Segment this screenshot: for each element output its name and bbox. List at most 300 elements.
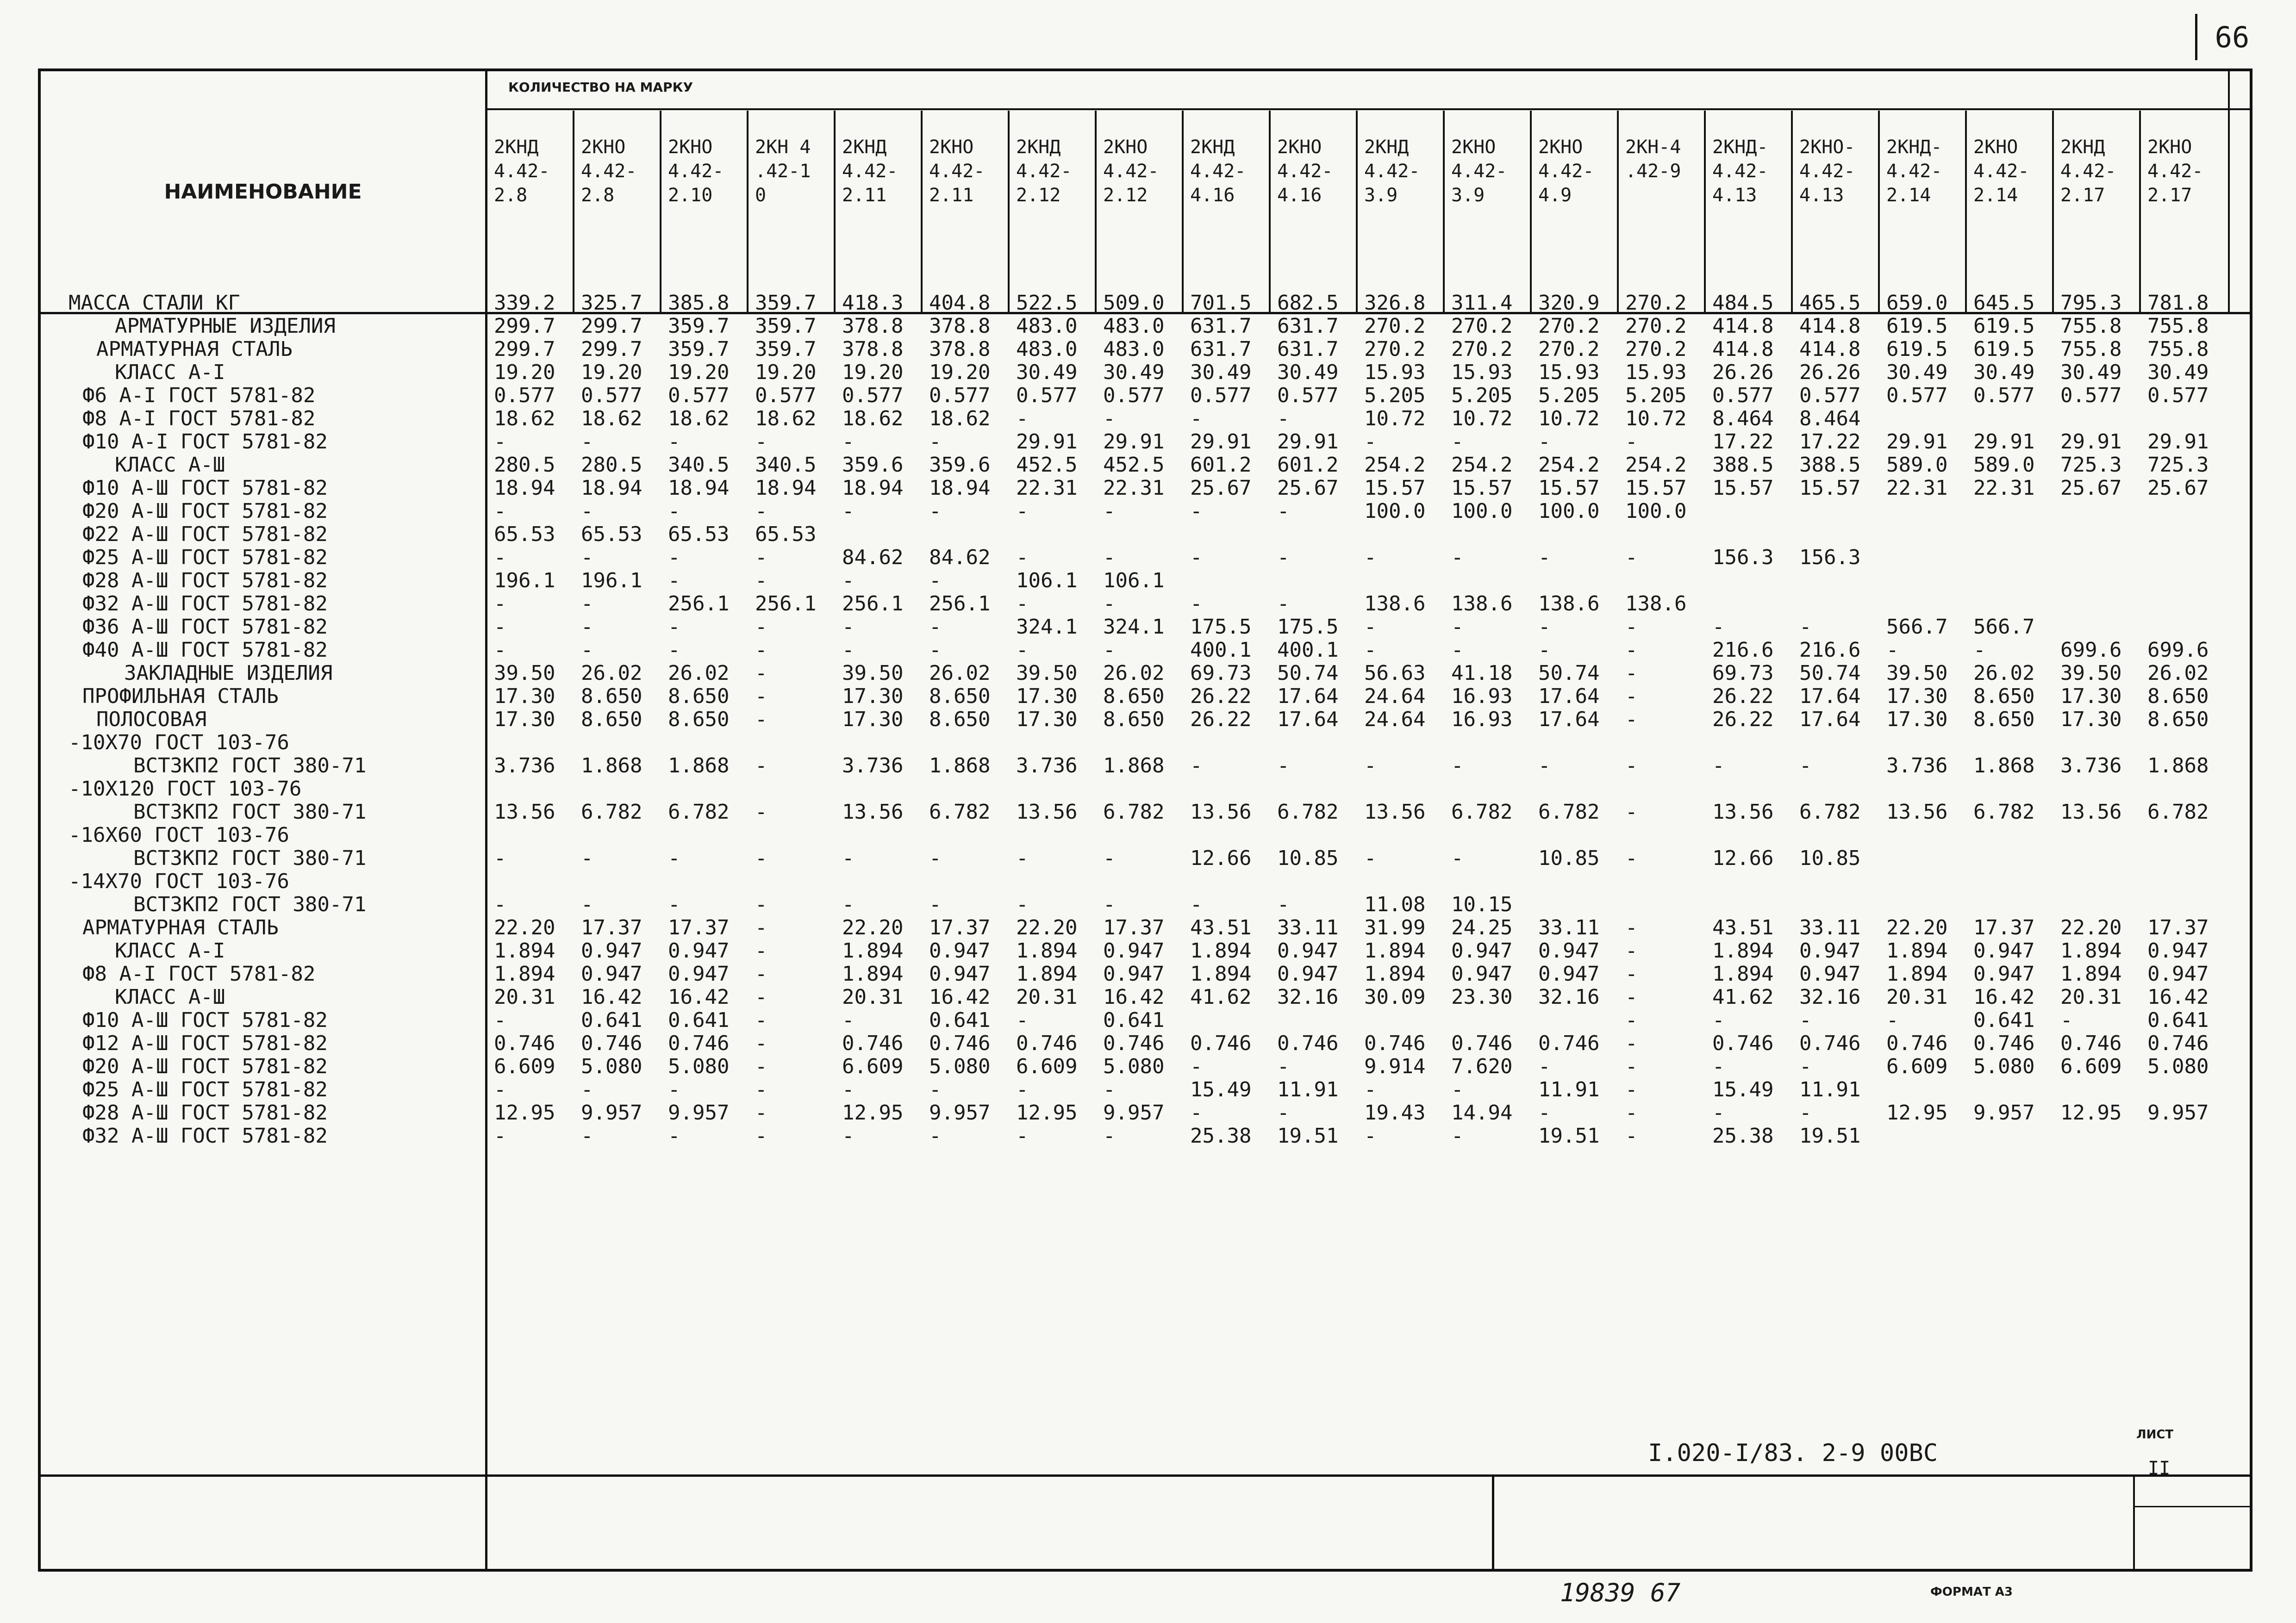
row-label: ПОЛОСОВАЯ bbox=[96, 708, 207, 731]
table-cell: - bbox=[1451, 430, 1464, 454]
table-cell: 22.20 bbox=[2060, 916, 2122, 939]
table-cell: 14.94 bbox=[1451, 1101, 1513, 1125]
table-cell: 15.93 bbox=[1451, 361, 1513, 384]
table-cell: 1.894 bbox=[494, 962, 555, 986]
table-cell: 29.91 bbox=[1973, 430, 2035, 454]
table-cell: 29.91 bbox=[2147, 430, 2209, 454]
table-cell: 0.577 bbox=[842, 384, 904, 407]
table-cell: 0.641 bbox=[581, 1008, 643, 1032]
table-cell: 22.20 bbox=[494, 916, 555, 939]
table-cell: 6.609 bbox=[1016, 1055, 1078, 1078]
table-cell: - bbox=[755, 1055, 767, 1078]
table-cell: - bbox=[1190, 407, 1203, 430]
table-cell: - bbox=[494, 846, 506, 870]
table-cell: - bbox=[842, 638, 855, 662]
table-cell: - bbox=[581, 638, 593, 662]
table-cell: - bbox=[1712, 1055, 1725, 1078]
table-cell: - bbox=[755, 1124, 767, 1148]
table-cell: 1.894 bbox=[842, 939, 904, 963]
table-cell: 17.64 bbox=[1277, 708, 1339, 731]
table-cell: 725.3 bbox=[2060, 453, 2122, 477]
table-cell: - bbox=[1364, 1078, 1377, 1101]
table-cell: 0.746 bbox=[1451, 1032, 1513, 1055]
table-cell: 50.74 bbox=[1277, 661, 1339, 685]
table-cell: 0.947 bbox=[929, 939, 991, 963]
row-label: Ф36 А-Ш ГОСТ 5781-82 bbox=[82, 615, 328, 639]
table-cell: 324.1 bbox=[1016, 615, 1078, 639]
table-cell: 30.49 bbox=[1277, 361, 1339, 384]
table-cell: 138.6 bbox=[1451, 592, 1513, 616]
table-cell: - bbox=[755, 939, 767, 963]
table-cell: 10.72 bbox=[1538, 407, 1600, 430]
table-cell: - bbox=[1625, 661, 1638, 685]
table-cell: 12.95 bbox=[1886, 1101, 1948, 1125]
column-separator bbox=[660, 111, 661, 314]
table-cell: - bbox=[668, 846, 680, 870]
table-cell: 3.736 bbox=[1016, 754, 1078, 777]
table-cell: 0.641 bbox=[1103, 1008, 1165, 1032]
sheet-number: II bbox=[2148, 1458, 2171, 1479]
table-cell: 404.8 bbox=[929, 291, 991, 315]
table-cell: 755.8 bbox=[2147, 314, 2209, 338]
column-separator bbox=[2139, 111, 2141, 314]
table-cell: 13.56 bbox=[1190, 800, 1252, 824]
row-label: Ф28 А-Ш ГОСТ 5781-82 bbox=[82, 569, 328, 592]
table-cell: 0.746 bbox=[2147, 1032, 2209, 1055]
table-cell: 0.947 bbox=[1103, 962, 1165, 986]
table-cell: 280.5 bbox=[581, 453, 643, 477]
table-cell: 17.30 bbox=[1016, 708, 1078, 731]
table-cell: 699.6 bbox=[2147, 638, 2209, 662]
column-separator bbox=[1878, 111, 1880, 314]
table-cell: - bbox=[1625, 985, 1638, 1009]
table-cell: 26.02 bbox=[668, 661, 730, 685]
table-cell: - bbox=[755, 499, 767, 523]
table-cell: 19.51 bbox=[1277, 1124, 1339, 1148]
row-label: АРМАТУРНАЯ СТАЛЬ bbox=[82, 916, 279, 939]
table-cell: 17.30 bbox=[842, 684, 904, 708]
table-cell: 5.080 bbox=[1103, 1055, 1165, 1078]
table-cell: 39.50 bbox=[2060, 661, 2122, 685]
table-cell: 326.8 bbox=[1364, 291, 1426, 315]
table-cell: 795.3 bbox=[2060, 291, 2122, 315]
table-cell: 138.6 bbox=[1625, 592, 1687, 616]
row-label: Ф25 А-Ш ГОСТ 5781-82 bbox=[82, 1078, 328, 1101]
table-cell: 19.20 bbox=[755, 361, 817, 384]
table-cell: - bbox=[1103, 893, 1116, 916]
table-cell: 254.2 bbox=[1538, 453, 1600, 477]
table-cell: 39.50 bbox=[494, 661, 555, 685]
column-separator bbox=[1269, 111, 1271, 314]
table-cell: 619.5 bbox=[1886, 337, 1948, 361]
table-cell: 5.205 bbox=[1451, 384, 1513, 407]
table-cell: 256.1 bbox=[755, 592, 817, 616]
table-cell: - bbox=[1973, 638, 1986, 662]
row-label: КЛАСС А-Ш bbox=[115, 985, 225, 1009]
table-cell: - bbox=[1016, 893, 1029, 916]
row-label: Ф32 А-Ш ГОСТ 5781-82 bbox=[82, 592, 328, 616]
table-cell: 601.2 bbox=[1277, 453, 1339, 477]
table-cell: - bbox=[1103, 638, 1116, 662]
row-label: ВСТ3КП2 ГОСТ 380-71 bbox=[133, 846, 367, 870]
table-cell: 0.746 bbox=[1016, 1032, 1078, 1055]
table-cell: 33.11 bbox=[1538, 916, 1600, 939]
table-cell: 452.5 bbox=[1103, 453, 1165, 477]
table-cell: 254.2 bbox=[1451, 453, 1513, 477]
table-cell: - bbox=[1886, 1008, 1899, 1032]
table-cell: - bbox=[581, 546, 593, 569]
table-cell: 5.080 bbox=[929, 1055, 991, 1078]
table-cell: 6.782 bbox=[581, 800, 643, 824]
table-cell: 8.650 bbox=[668, 708, 730, 731]
table-cell: 659.0 bbox=[1886, 291, 1948, 315]
table-cell: 100.0 bbox=[1364, 499, 1426, 523]
column-header: 2КНО 4.42- 2.11 bbox=[929, 137, 985, 206]
row-label: Ф10 А-Ш ГОСТ 5781-82 bbox=[82, 1008, 328, 1032]
table-cell: - bbox=[755, 800, 767, 824]
column-separator bbox=[1530, 111, 1532, 314]
table-cell: 8.650 bbox=[1973, 708, 2035, 731]
table-cell: - bbox=[1016, 1078, 1029, 1101]
table-cell: - bbox=[494, 615, 506, 639]
table-cell: - bbox=[1277, 1101, 1290, 1125]
table-cell: 1.894 bbox=[1712, 962, 1774, 986]
table-cell: 196.1 bbox=[494, 569, 555, 592]
table-cell: 256.1 bbox=[668, 592, 730, 616]
table-cell: 26.02 bbox=[581, 661, 643, 685]
table-cell: 39.50 bbox=[1886, 661, 1948, 685]
table-cell: 6.609 bbox=[494, 1055, 555, 1078]
table-cell: 254.2 bbox=[1625, 453, 1687, 477]
table-cell: 0.577 bbox=[2147, 384, 2209, 407]
table-cell: 106.1 bbox=[1016, 569, 1078, 592]
table-cell: 0.577 bbox=[1277, 384, 1339, 407]
table-cell: 0.746 bbox=[929, 1032, 991, 1055]
table-cell: 589.0 bbox=[1973, 453, 2035, 477]
table-cell: - bbox=[1016, 638, 1029, 662]
table-cell: 22.31 bbox=[1886, 476, 1948, 500]
table-cell: 18.62 bbox=[842, 407, 904, 430]
column-header: 2КНД- 4.42- 2.14 bbox=[1886, 137, 1942, 206]
row-label: АРМАТУРНЫЕ ИЗДЕЛИЯ bbox=[115, 314, 336, 338]
table-cell: - bbox=[929, 499, 942, 523]
table-cell: - bbox=[1103, 592, 1116, 616]
table-cell: 25.67 bbox=[2060, 476, 2122, 500]
table-cell: 20.31 bbox=[1016, 985, 1078, 1009]
table-cell: - bbox=[755, 661, 767, 685]
handwritten-number: 19839 67 bbox=[1560, 1578, 1681, 1607]
table-cell: 359.7 bbox=[755, 314, 817, 338]
table-cell: 6.782 bbox=[1451, 800, 1513, 824]
column-header: 2КНД 4.42- 3.9 bbox=[1364, 137, 1420, 206]
table-cell: - bbox=[1451, 754, 1464, 777]
table-cell: 0.577 bbox=[1799, 384, 1861, 407]
table-cell: 26.02 bbox=[1973, 661, 2035, 685]
table-cell: - bbox=[581, 1078, 593, 1101]
table-cell: - bbox=[755, 916, 767, 939]
table-cell: 0.947 bbox=[581, 962, 643, 986]
table-cell: - bbox=[755, 1032, 767, 1055]
table-cell: 270.2 bbox=[1451, 314, 1513, 338]
table-cell: 15.93 bbox=[1625, 361, 1687, 384]
table-cell: - bbox=[842, 430, 855, 454]
table-cell: 26.02 bbox=[1103, 661, 1165, 685]
table-cell: 26.22 bbox=[1190, 684, 1252, 708]
table-cell: 19.20 bbox=[581, 361, 643, 384]
table-cell: - bbox=[1364, 638, 1377, 662]
table-cell: 418.3 bbox=[842, 291, 904, 315]
table-cell: 30.49 bbox=[1103, 361, 1165, 384]
table-cell: 699.6 bbox=[2060, 638, 2122, 662]
table-cell: - bbox=[1625, 916, 1638, 939]
table-cell: 39.50 bbox=[842, 661, 904, 685]
table-cell: 0.746 bbox=[1277, 1032, 1339, 1055]
table-cell: 26.22 bbox=[1712, 684, 1774, 708]
column-header: 2КНО 4.42- 2.14 bbox=[1973, 137, 2029, 206]
table-cell: 5.205 bbox=[1538, 384, 1600, 407]
table-cell: 17.30 bbox=[2060, 684, 2122, 708]
table-cell: 25.67 bbox=[1277, 476, 1339, 500]
column-separator bbox=[834, 111, 836, 314]
table-cell: - bbox=[1625, 754, 1638, 777]
table-cell: 17.30 bbox=[2060, 708, 2122, 731]
title-block-divider bbox=[1492, 1474, 1494, 1572]
row-label: ВСТ3КП2 ГОСТ 380-71 bbox=[133, 800, 367, 824]
table-cell: 10.72 bbox=[1364, 407, 1426, 430]
table-cell: 6.609 bbox=[1886, 1055, 1948, 1078]
table-cell: - bbox=[668, 569, 680, 592]
table-cell: 17.30 bbox=[1886, 708, 1948, 731]
column-separator bbox=[1356, 111, 1358, 314]
table-cell: 26.02 bbox=[2147, 661, 2209, 685]
table-cell: 270.2 bbox=[1538, 337, 1600, 361]
table-cell: 12.66 bbox=[1712, 846, 1774, 870]
table-cell: - bbox=[1538, 638, 1551, 662]
table-cell: - bbox=[929, 1078, 942, 1101]
side-margin-marks bbox=[10, 139, 24, 555]
table-cell: 20.31 bbox=[2060, 985, 2122, 1009]
table-cell: - bbox=[1538, 430, 1551, 454]
table-cell: 18.94 bbox=[755, 476, 817, 500]
document-frame bbox=[38, 68, 2252, 1572]
table-cell: 256.1 bbox=[842, 592, 904, 616]
table-cell: 619.5 bbox=[1973, 337, 2035, 361]
table-cell: 1.894 bbox=[1016, 962, 1078, 986]
table-cell: - bbox=[755, 615, 767, 639]
table-cell: 270.2 bbox=[1625, 337, 1687, 361]
table-cell: 755.8 bbox=[2147, 337, 2209, 361]
table-cell: - bbox=[842, 893, 855, 916]
table-cell: 15.57 bbox=[1364, 476, 1426, 500]
table-cell: 483.0 bbox=[1103, 337, 1165, 361]
table-cell: - bbox=[1625, 846, 1638, 870]
table-cell: - bbox=[1016, 1008, 1029, 1032]
table-cell: 175.5 bbox=[1190, 615, 1252, 639]
table-cell: 17.37 bbox=[668, 916, 730, 939]
table-cell: 6.609 bbox=[2060, 1055, 2122, 1078]
table-cell: 645.5 bbox=[1973, 291, 2035, 315]
table-cell: 270.2 bbox=[1451, 337, 1513, 361]
table-cell: 1.894 bbox=[494, 939, 555, 963]
column-separator bbox=[1008, 111, 1010, 314]
table-cell: 17.37 bbox=[2147, 916, 2209, 939]
table-cell: 15.57 bbox=[1625, 476, 1687, 500]
column-separator bbox=[747, 111, 749, 314]
table-cell: - bbox=[1538, 546, 1551, 569]
table-cell: 30.49 bbox=[1886, 361, 1948, 384]
table-cell: 10.72 bbox=[1625, 407, 1687, 430]
table-cell: - bbox=[668, 638, 680, 662]
table-cell: 0.947 bbox=[2147, 939, 2209, 963]
table-cell: - bbox=[1190, 1101, 1203, 1125]
table-cell: - bbox=[929, 893, 942, 916]
table-cell: 631.7 bbox=[1190, 337, 1252, 361]
table-cell: 5.205 bbox=[1625, 384, 1687, 407]
table-cell: 156.3 bbox=[1799, 546, 1861, 569]
table-cell: - bbox=[494, 592, 506, 616]
table-cell: - bbox=[755, 1078, 767, 1101]
table-cell: 7.620 bbox=[1451, 1055, 1513, 1078]
table-cell: - bbox=[1364, 754, 1377, 777]
table-cell: 1.894 bbox=[1190, 962, 1252, 986]
table-cell: 15.57 bbox=[1451, 476, 1513, 500]
table-cell: 1.868 bbox=[668, 754, 730, 777]
table-cell: - bbox=[1190, 1055, 1203, 1078]
table-cell: 69.73 bbox=[1190, 661, 1252, 685]
table-cell: - bbox=[755, 708, 767, 731]
table-cell: 5.080 bbox=[1973, 1055, 2035, 1078]
table-cell: 339.2 bbox=[494, 291, 555, 315]
table-cell: - bbox=[1538, 1055, 1551, 1078]
page-number: 66 bbox=[2195, 14, 2267, 60]
row-label: -10Х70 ГОСТ 103-76 bbox=[69, 731, 289, 754]
table-cell: 1.894 bbox=[1016, 939, 1078, 963]
column-separator bbox=[1965, 111, 1967, 314]
table-cell: 156.3 bbox=[1712, 546, 1774, 569]
table-cell: 0.947 bbox=[929, 962, 991, 986]
table-cell: 0.641 bbox=[2147, 1008, 2209, 1032]
table-cell: 24.64 bbox=[1364, 708, 1426, 731]
table-cell: 13.56 bbox=[494, 800, 555, 824]
column-separator bbox=[921, 111, 923, 314]
row-label: ВСТ3КП2 ГОСТ 380-71 bbox=[133, 893, 367, 916]
table-cell: 12.95 bbox=[842, 1101, 904, 1125]
table-cell: 5.080 bbox=[2147, 1055, 2209, 1078]
table-cell: 0.947 bbox=[1538, 962, 1600, 986]
table-cell: 483.0 bbox=[1016, 314, 1078, 338]
table-cell: 32.16 bbox=[1799, 985, 1861, 1009]
table-cell: 6.782 bbox=[1277, 800, 1339, 824]
table-cell: 24.25 bbox=[1451, 916, 1513, 939]
table-cell: 0.947 bbox=[1451, 962, 1513, 986]
table-cell: 385.8 bbox=[668, 291, 730, 315]
table-cell: 388.5 bbox=[1799, 453, 1861, 477]
table-cell: 0.947 bbox=[1799, 939, 1861, 963]
table-cell: 15.93 bbox=[1538, 361, 1600, 384]
table-cell: 12.95 bbox=[2060, 1101, 2122, 1125]
table-cell: - bbox=[1190, 499, 1203, 523]
table-cell: 65.53 bbox=[755, 522, 817, 546]
table-cell: 0.577 bbox=[581, 384, 643, 407]
table-cell: 17.30 bbox=[494, 708, 555, 731]
table-cell: 0.746 bbox=[668, 1032, 730, 1055]
table-cell: 589.0 bbox=[1886, 453, 1948, 477]
table-cell: 33.11 bbox=[1277, 916, 1339, 939]
table-cell: 631.7 bbox=[1190, 314, 1252, 338]
column-header: 2КНД 4.42- 2.8 bbox=[494, 137, 550, 206]
table-cell: 20.31 bbox=[842, 985, 904, 1009]
table-cell: 25.67 bbox=[2147, 476, 2209, 500]
table-cell: - bbox=[581, 430, 593, 454]
table-cell: 15.49 bbox=[1712, 1078, 1774, 1101]
table-cell: 0.746 bbox=[1364, 1032, 1426, 1055]
table-cell: - bbox=[1364, 546, 1377, 569]
table-cell: 22.20 bbox=[1886, 916, 1948, 939]
table-cell: 25.38 bbox=[1190, 1124, 1252, 1148]
table-cell: 0.577 bbox=[1016, 384, 1078, 407]
table-cell: 8.650 bbox=[2147, 708, 2209, 731]
table-cell: 17.37 bbox=[1103, 916, 1165, 939]
table-cell: 1.894 bbox=[1886, 939, 1948, 963]
table-cell: 10.85 bbox=[1277, 846, 1339, 870]
table-cell: - bbox=[1712, 615, 1725, 639]
table-cell: 18.94 bbox=[668, 476, 730, 500]
column-separator bbox=[1095, 111, 1097, 314]
table-cell: 8.650 bbox=[1103, 708, 1165, 731]
table-cell: - bbox=[929, 638, 942, 662]
column-header: 2КНО 4.42- 4.9 bbox=[1538, 137, 1594, 206]
table-cell: 340.5 bbox=[668, 453, 730, 477]
table-cell: 6.782 bbox=[1799, 800, 1861, 824]
table-cell: 1.894 bbox=[1364, 962, 1426, 986]
table-cell: 725.3 bbox=[2147, 453, 2209, 477]
table-cell: 17.22 bbox=[1712, 430, 1774, 454]
table-cell: 359.6 bbox=[842, 453, 904, 477]
row-label: -16Х60 ГОСТ 103-76 bbox=[69, 823, 289, 847]
table-cell: - bbox=[494, 430, 506, 454]
table-cell: 0.746 bbox=[1190, 1032, 1252, 1055]
table-cell: 15.93 bbox=[1364, 361, 1426, 384]
table-cell: 26.26 bbox=[1712, 361, 1774, 384]
table-cell: 0.746 bbox=[494, 1032, 555, 1055]
table-cell: 270.2 bbox=[1625, 291, 1687, 315]
table-cell: 18.62 bbox=[668, 407, 730, 430]
column-separator bbox=[1704, 111, 1706, 314]
table-cell: 9.957 bbox=[1103, 1101, 1165, 1125]
table-cell: 0.947 bbox=[581, 939, 643, 963]
table-cell: 17.22 bbox=[1799, 430, 1861, 454]
column-header: 2КН-4 .42-9 bbox=[1625, 137, 1681, 182]
table-cell: 0.947 bbox=[1973, 962, 2035, 986]
table-cell: 39.50 bbox=[1016, 661, 1078, 685]
table-cell: 8.650 bbox=[581, 684, 643, 708]
table-cell: - bbox=[1451, 546, 1464, 569]
row-label: Ф20 А-Ш ГОСТ 5781-82 bbox=[82, 1055, 328, 1078]
table-cell: 270.2 bbox=[1364, 337, 1426, 361]
table-cell: 0.746 bbox=[1712, 1032, 1774, 1055]
table-cell: - bbox=[1625, 1124, 1638, 1148]
table-cell: 16.42 bbox=[2147, 985, 2209, 1009]
column-separator bbox=[573, 111, 574, 314]
column-header: 2КНД 4.42- 2.17 bbox=[2060, 137, 2116, 206]
table-cell: 0.947 bbox=[2147, 962, 2209, 986]
table-cell: 1.894 bbox=[842, 962, 904, 986]
sheet-block-divider bbox=[2133, 1474, 2135, 1572]
table-cell: - bbox=[842, 1008, 855, 1032]
table-cell: - bbox=[494, 499, 506, 523]
table-cell: 414.8 bbox=[1799, 337, 1861, 361]
table-cell: 30.49 bbox=[1973, 361, 2035, 384]
